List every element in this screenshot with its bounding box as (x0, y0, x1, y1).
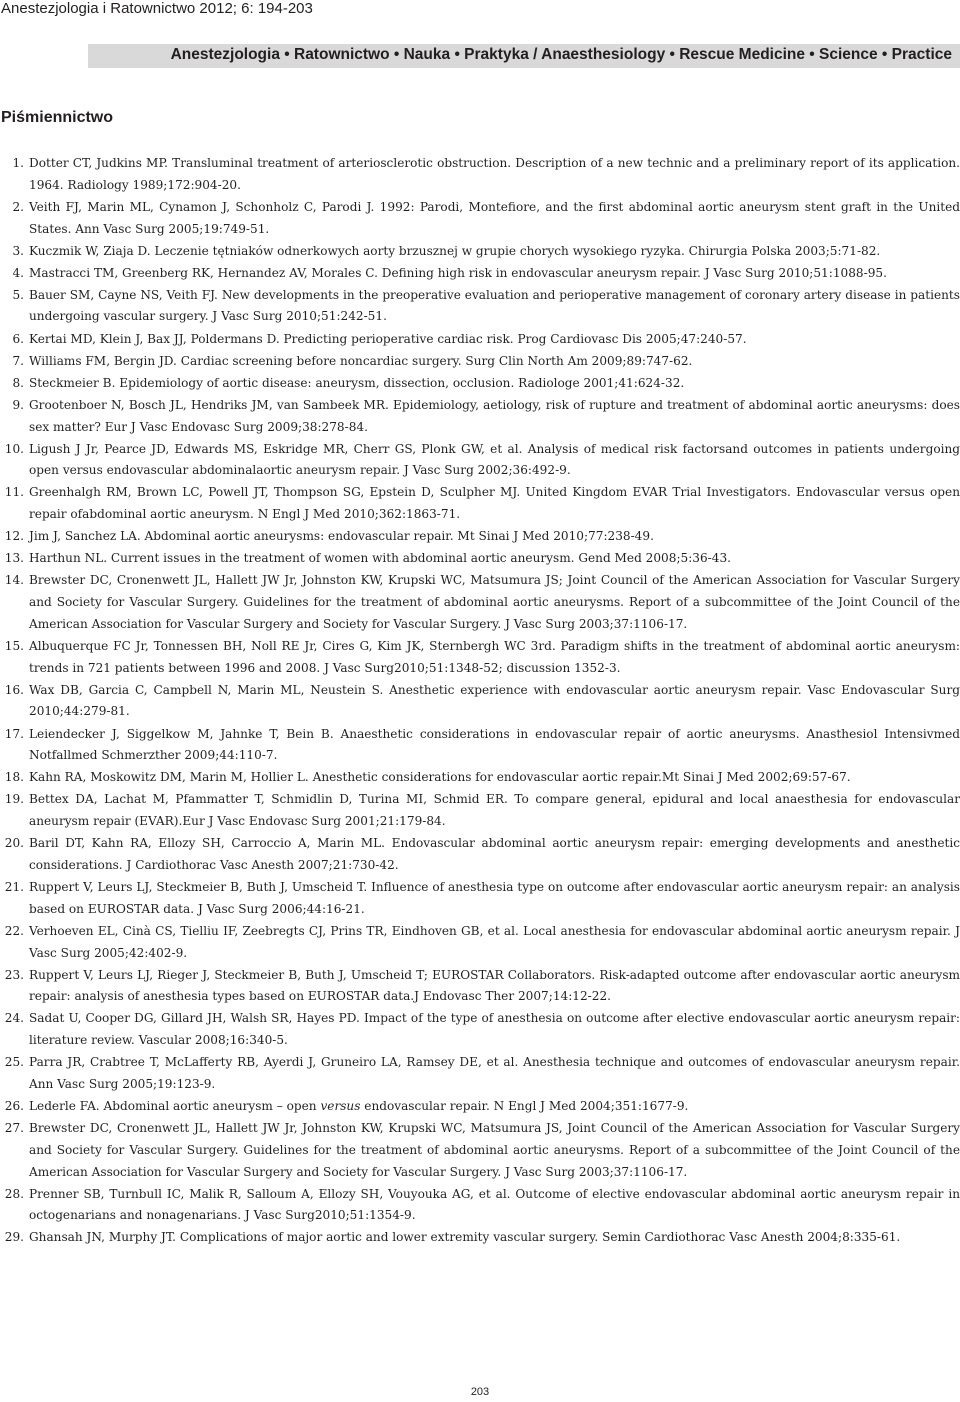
reference-number: 14. (4, 573, 24, 588)
reference-number: 15. (4, 638, 24, 653)
reference-list (0, 153, 960, 1249)
reference-item (0, 548, 960, 570)
reference-number: 9. (12, 397, 24, 412)
reference-item (0, 263, 960, 285)
reference-number: 22. (4, 923, 24, 938)
reference-text: Baril DT, Kahn RA, Ellozy SH, Carroccio A, Marin ML. Endovascular abdominal aortic aneurysm repair: emerging developments and anesthetic considerations. J Cardiothorac Vasc Anesth 2007;21:730-42. (29, 836, 960, 872)
reference-number: 8. (12, 375, 24, 390)
reference-number: 10. (4, 441, 24, 456)
reference-item (0, 241, 960, 263)
reference-text: Williams FM, Bergin JD. Cardiac screening before noncardiac surgery. Surg Clin North Am 2009;89:747-62. (29, 353, 693, 368)
reference-text: Bettex DA, Lachat M, Pfammatter T, Schmidlin D, Turina MI, Schmid ER. To compare general, epidural and local anaesthesia for endovascular aneurysm repair (EVAR).Eur J Vasc Endovasc Surg 2001;21:179-84. (29, 792, 960, 829)
reference-number: 13. (4, 551, 24, 566)
reference-text: Steckmeier B. Epidemiology of aortic disease: aneurysm, dissection, occlusion. Radiologe 2001;41:624-32. (29, 375, 685, 390)
reference-number: 7. (12, 353, 24, 368)
reference-text: Ghansah JN, Murphy JT. Complications of major aortic and lower extremity vascular surgery. Semin Cardiothorac Vasc Anesth 2004;8:335-61. (29, 1230, 901, 1245)
reference-text: Verhoeven EL, Cinà CS, Tielliu IF, Zeebregts CJ, Prins TR, Eindhoven GB, et al. Local anesthesia for endovascular abdominal aortic aneurysm repair. J Vasc Surg 2005;42:402-9. (29, 923, 960, 960)
reference-text: Mastracci TM, Greenberg RK, Hernandez AV, Morales C. Defining high risk in endovascular aneurysm repair. J Vasc Surg 2010;51:1088-95. (29, 265, 887, 280)
reference-text: Greenhalgh RM, Brown LC, Powell JT, Thompson SG, Epstein D, Sculpher MJ. United Kingdom EVAR Trial Investigators. Endovascular versus open repair ofabdominal aortic aneurysm. N Engl J Med 2010;362:1863-71. (29, 485, 960, 522)
reference-item (0, 1008, 960, 1051)
reference-item (0, 636, 960, 679)
reference-number: 12. (4, 529, 24, 544)
reference-text: Bauer SM, Cayne NS, Veith FJ. New developments in the preoperative evaluation and perioperative management of coronary artery disease in patients undergoing vascular surgery. J Vasc Surg 2010;51:242-51. (29, 287, 960, 324)
reference-item (0, 1184, 960, 1227)
reference-text: Kuczmik W, Ziaja D. Leczenie tętniaków odnerkowych aorty brzusznej w grupie chorych wysokiego ryzyka. Chirurgia Polska 2003;5:71-82. (29, 243, 881, 258)
reference-number: 16. (4, 682, 24, 697)
reference-item (0, 921, 960, 964)
reference-item (0, 351, 960, 373)
reference-number: 26. (4, 1099, 24, 1113)
reference-text: Wax DB, Garcia C, Campbell N, Marin ML, Neustein S. Anesthetic experience with endovascular aortic aneurysm repair. Vasc Endovascular Surg 2010;44:279-81. (29, 682, 960, 719)
reference-item (0, 1096, 960, 1118)
reference-text: Brewster DC, Cronenwett JL, Hallett JW Jr, Johnston KW, Krupski WC, Matsumura JS, Joint Council of the American Association for Vascular Surgery and Society for Vascular Surgery. Guidelines for the treatment of abdominal aortic aneurysms. Report of a subcommittee of the Joint Council of the American Association for Vascular Surgery and Society for Vascular Surgery. J Vasc Surg 2003;37:1106-17. (29, 1121, 960, 1179)
reference-item (0, 680, 960, 723)
reference-text: Parra JR, Crabtree T, McLafferty RB, Ayerdi J, Gruneiro LA, Ramsey DE, et al. Anesthesia technique and outcomes of endovascular aneurysm repair. Ann Vasc Surg 2005;19:123-9. (29, 1055, 960, 1091)
reference-number: 19. (4, 792, 24, 807)
reference-text-after: endovascular repair. N Engl J Med 2004;351:1677-9. (360, 1099, 689, 1113)
reference-item (0, 724, 960, 767)
journal-banner (88, 44, 960, 68)
reference-number: 11. (4, 485, 24, 500)
reference-text: Kahn RA, Moskowitz DM, Marin M, Hollier L. Anesthetic considerations for endovascular aortic repair.Mt Sinai J Med 2002;69:57-67. (29, 770, 851, 785)
reference-text: Leiendecker J, Siggelkow M, Jahnke T, Bein B. Anaesthetic considerations in endovascular repair of aortic aneurysms. Anasthesiol Intensivmed Notfallmed Schmerzther 2009;44:110-7. (29, 726, 960, 763)
reference-text: Ruppert V, Leurs LJ, Rieger J, Steckmeier B, Buth J, Umscheid T; EUROSTAR Collaborators. Risk-adapted outcome after endovascular aortic aneurysm repair: analysis of anesthesia types based on EUROSTAR data.J Endovasc Ther 2007;14:12-22. (29, 967, 960, 1004)
reference-number: 1. (12, 156, 24, 170)
reference-text: Jim J, Sanchez LA. Abdominal aortic aneurysms: endovascular repair. Mt Sinai J Med 2010;77:238-49. (29, 529, 654, 544)
reference-number: 28. (4, 1186, 24, 1201)
reference-item (0, 439, 960, 482)
section-title: Piśmiennictwo (1, 109, 114, 126)
reference-item (0, 570, 960, 635)
reference-text: Harthun NL. Current issues in the treatment of women with abdominal aortic aneurysm. Gend Med 2008;5:36-43. (29, 551, 731, 566)
reference-number: 3. (12, 243, 24, 258)
reference-number: 27. (4, 1121, 24, 1136)
reference-item (0, 329, 960, 351)
journal-citation-header: Anestezjologia i Ratownictwo 2012; 6: 194-203 (1, 0, 313, 17)
reference-text-before: Lederle FA. Abdominal aortic aneurysm – open (29, 1099, 321, 1113)
reference-number: 2. (12, 199, 24, 214)
reference-number: 21. (4, 880, 24, 895)
reference-text: Kertai MD, Klein J, Bax JJ, Poldermans D. Predicting perioperative cardiac risk. Prog Cardiovasc Dis 2005;47:240-57. (29, 331, 747, 346)
reference-item (0, 482, 960, 525)
reference-item (0, 965, 960, 1008)
reference-item (0, 285, 960, 328)
reference-item (0, 1227, 960, 1249)
reference-text: Grootenboer N, Bosch JL, Hendriks JM, van Sambeek MR. Epidemiology, aetiology, risk of rupture and treatment of abdominal aortic aneurysms: does sex matter? Eur J Vasc Endovasc Surg 2009;38:278-84. (29, 397, 960, 434)
reference-number: 25. (4, 1055, 24, 1070)
reference-item (0, 395, 960, 438)
page-number: 203 (470, 1386, 490, 1398)
reference-item (0, 877, 960, 920)
reference-text: Ligush J Jr, Pearce JD, Edwards MS, Eskridge MR, Cherr GS, Plonk GW, et al. Analysis of medical risk factorsand outcomes in patients undergoing open versus endovascular abdominalaortic aneurysm repair. J Vasc Surg 2002;36:492-9. (29, 441, 960, 478)
reference-number: 24. (4, 1011, 24, 1026)
reference-number: 20. (4, 836, 24, 851)
reference-item (0, 153, 960, 196)
reference-text (29, 1099, 688, 1113)
reference-item (0, 789, 960, 832)
reference-text: Brewster DC, Cronenwett JL, Hallett JW Jr, Johnston KW, Krupski WC, Matsumura JS; Joint Council of the American Association for Vascular Surgery and Society for Vascular Surgery. Guidelines for the treatment of abdominal aortic aneurysms. Report of a subcommittee of the Joint Council of the American Association for Vascular Surgery and Society for Vascular Surgery. J Vasc Surg 2003;37:1106-17. (29, 573, 960, 631)
reference-item (0, 1118, 960, 1183)
reference-text: Dotter CT, Judkins MP. Transluminal treatment of arteriosclerotic obstruction. Description of a new technic and a preliminary report of its application. 1964. Radiology 1989;172:904-20. (29, 156, 960, 192)
reference-text-italic: versus (320, 1099, 361, 1113)
reference-item (0, 526, 960, 548)
reference-item (0, 767, 960, 789)
reference-item (0, 833, 960, 876)
reference-number: 23. (4, 967, 24, 982)
reference-text: Albuquerque FC Jr, Tonnessen BH, Noll RE Jr, Cires G, Kim JK, Sternbergh WC 3rd. Paradigm shifts in the treatment of abdominal aortic aneurysm: trends in 721 patients between 1996 and 2008. J Vasc Surg2010;51:1348-52; discussion 1352-3. (29, 638, 960, 675)
reference-text: Sadat U, Cooper DG, Gillard JH, Walsh SR, Hayes PD. Impact of the type of anesthesia on outcome after elective endovascular aortic aneurysm repair: literature review. Vascular 2008;16:340-5. (29, 1011, 960, 1048)
reference-item (0, 1052, 960, 1095)
reference-number: 29. (4, 1230, 24, 1245)
reference-item (0, 197, 960, 240)
reference-number: 18. (4, 770, 24, 785)
reference-number: 17. (4, 726, 24, 741)
journal-banner-text: Anestezjologia • Ratownictwo • Nauka • Praktyka / Anaesthesiology • Rescue Medicine • Science • Practice (170, 46, 952, 63)
reference-item (0, 373, 960, 395)
reference-number: 5. (12, 287, 24, 302)
reference-number: 4. (12, 265, 24, 280)
reference-text: Veith FJ, Marin ML, Cynamon J, Schonholz C, Parodi J. 1992: Parodi, Montefiore, and the first abdominal aortic aneurysm stent graft in the United States. Ann Vasc Surg 2005;19:749-51. (29, 199, 960, 236)
reference-text: Prenner SB, Turnbull IC, Malik R, Salloum A, Ellozy SH, Vouyouka AG, et al. Outcome of elective endovascular abdominal aortic aneurysm repair in octogenarians and nonagenarians. J Vasc Surg2010;51:1354-9. (29, 1186, 960, 1223)
reference-text: Ruppert V, Leurs LJ, Steckmeier B, Buth J, Umscheid T. Influence of anesthesia type on outcome after endovascular aortic aneurysm repair: an analysis based on EUROSTAR data. J Vasc Surg 2006;44:16-21. (29, 880, 960, 916)
reference-number: 6. (12, 331, 24, 346)
